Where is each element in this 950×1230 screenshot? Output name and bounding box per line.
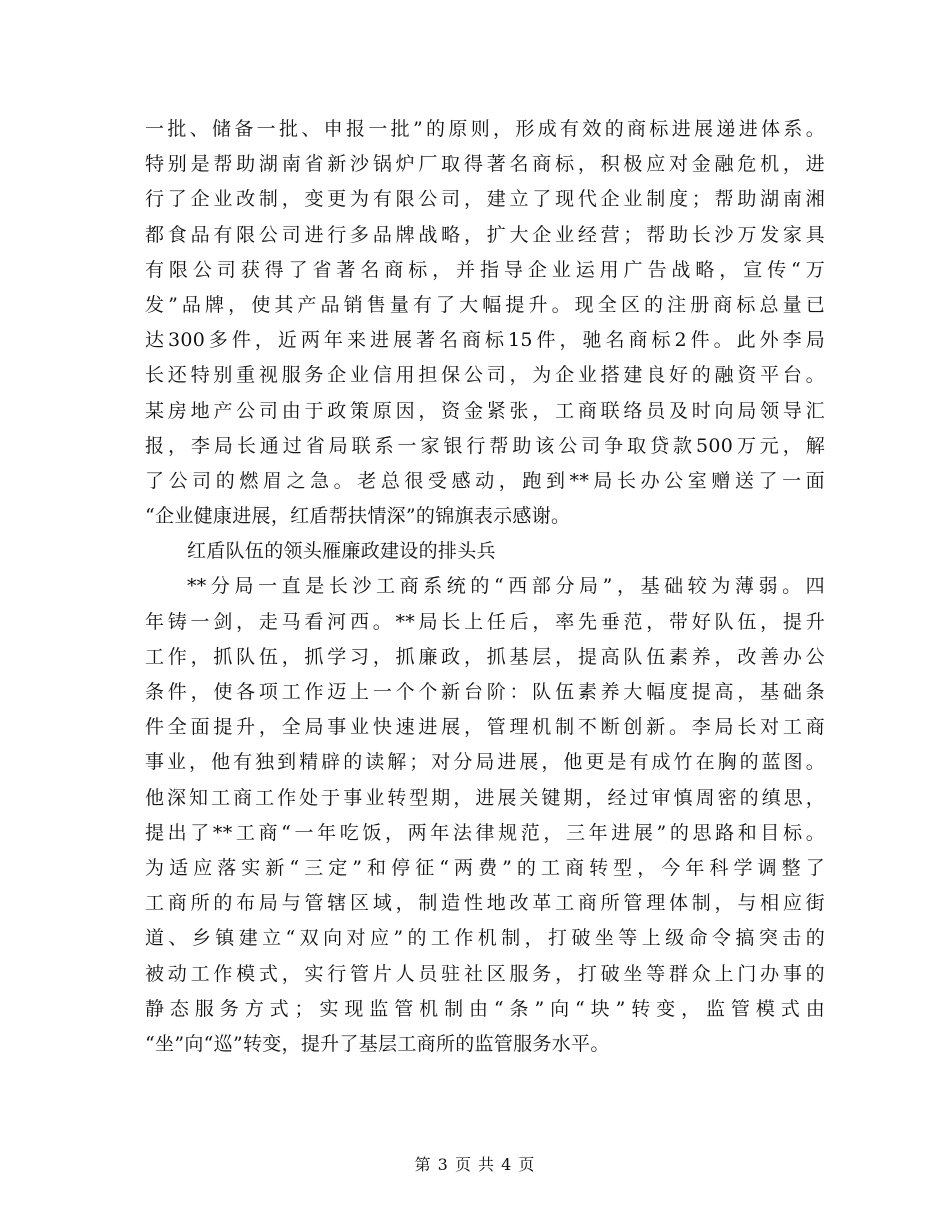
text-line: 报，李局长通过省局联系一家银行帮助该公司争取贷款500万元，解 (145, 434, 825, 457)
text-line: 都食品有限公司进行多品牌战略，扩大企业经营；帮助长沙万发家具 (145, 223, 825, 246)
text-line: 道、乡镇建立“双向对应”的工作机制，打破坐等上级命令搞突击的 (145, 927, 825, 950)
paragraph-team-building (145, 569, 825, 1062)
text-line: 长还特别重视服务企业信用担保公司，为企业搭建良好的融资平台。 (145, 364, 825, 387)
body-text (145, 112, 825, 1062)
section-heading (145, 534, 825, 569)
text-line: “坐”向“巡”转变，提升了基层工商所的监管服务水平。 (145, 1032, 610, 1055)
text-line: 事业，他有独到精辟的读解；对分局进展，他更是有成竹在胸的蓝图。 (145, 751, 825, 774)
text-line: 有限公司获得了省著名商标，并指导企业运用广告战略，宣传“万 (145, 258, 825, 281)
text-line: 特别是帮助湖南省新沙锅炉厂取得著名商标，积极应对金融危机，进 (145, 153, 825, 176)
page-number-footer: 第 3 页 共 4 页 (414, 1155, 536, 1174)
text-line: 工商所的布局与管辖区域，制造性地改革工商所管理体制，与相应街 (145, 892, 825, 915)
text-line: 被动工作模式，实行管片人员驻社区服务，打破坐等群众上门办事的 (145, 962, 825, 985)
heading-line: 红盾队伍的领头雁廉政建设的排头兵 (187, 540, 496, 563)
text-line: 提出了**工商“一年吃饭，两年法律规范，三年进展”的思路和目标。 (145, 821, 825, 844)
text-line: 行了企业改制，变更为有限公司，建立了现代企业制度；帮助湖南湘 (145, 188, 825, 211)
text-line: 他深知工商工作处于事业转型期，进展关键期，经过审慎周密的缜思， (145, 786, 825, 809)
text-line: 年铸一剑，走马看河西。**局长上任后，率先垂范，带好队伍，提升 (145, 610, 825, 633)
text-line: 条件，使各项工作迈上一个个新台阶：队伍素养大幅度提高，基础条 (145, 681, 825, 703)
text-line: 了公司的燃眉之急。老总很受感动，跑到**局长办公室赠送了一面 (145, 469, 825, 492)
text-line: 达300多件，近两年来进展著名商标15件，驰名商标2件。此外李局 (145, 329, 825, 352)
text-line: 件全面提升，全局事业快速进展，管理机制不断创新。李局长对工商 (145, 716, 825, 739)
text-line: 某房地产公司由于政策原因，资金紧张，工商联络员及时向局领导汇 (145, 399, 825, 422)
text-line: 为适应落实新“三定”和停征“两费”的工商转型，今年科学调整了 (145, 856, 825, 879)
text-line: 工作，抓队伍，抓学习，抓廉政，抓基层，提高队伍素养，改善办公 (145, 645, 825, 668)
text-line: “企业健康进展，红盾帮扶情深”的锦旗表示感谢。 (145, 505, 571, 528)
text-line: 静态服务方式；实现监管机制由“条”向“块”转变，监管模式由 (145, 997, 825, 1020)
paragraph-brand-support (145, 112, 825, 534)
text-line: 一批、储备一批、申报一批”的原则，形成有效的商标进展递进体系。 (145, 118, 825, 140)
text-line: **分局一直是长沙工商系统的“西部分局”，基础较为薄弱。四 (187, 575, 825, 598)
text-line: 发”品牌，使其产品销售量有了大幅提升。现全区的注册商标总量已 (145, 293, 825, 316)
